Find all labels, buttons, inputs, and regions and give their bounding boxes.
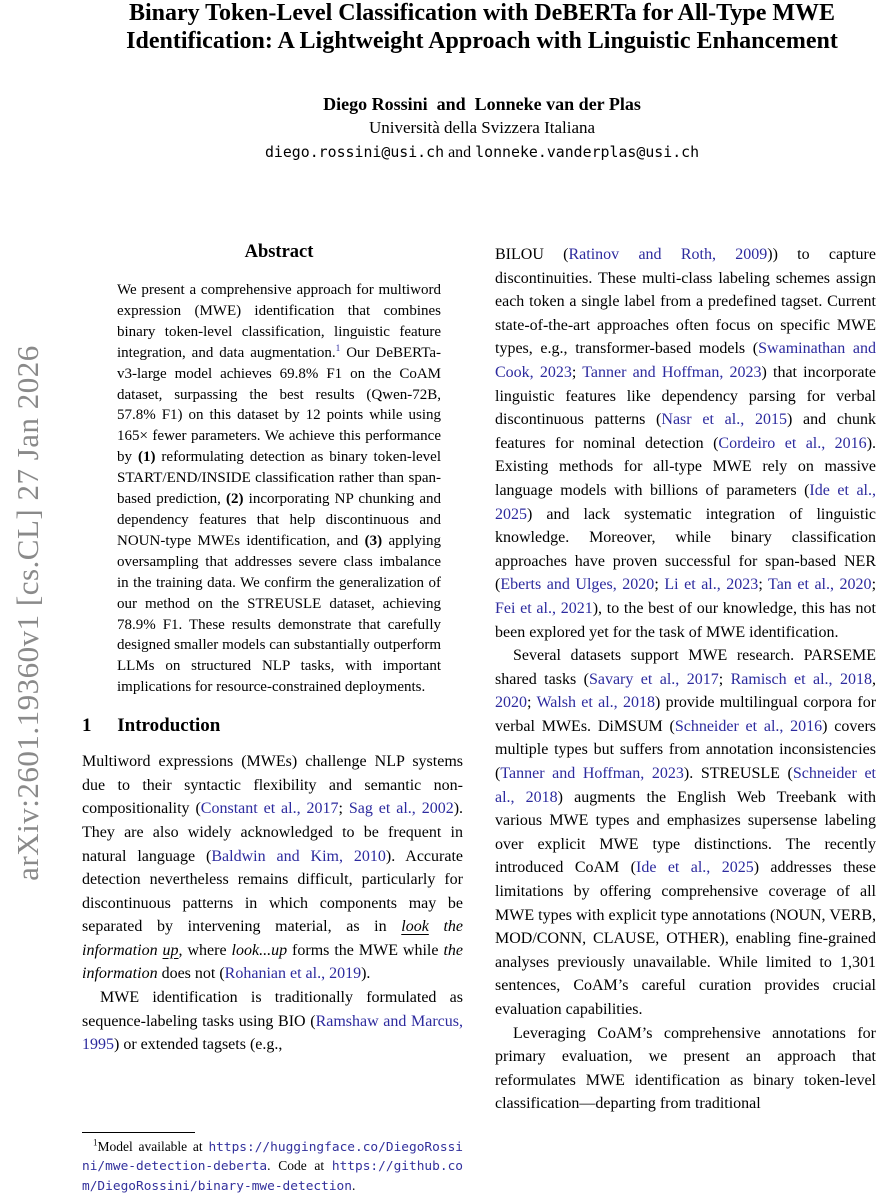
arxiv-banner: arXiv:2601.19360v1 [cs.CL] 27 Jan 2026	[10, 345, 45, 881]
citation-link[interactable]: 2020	[495, 694, 527, 712]
citation-link[interactable]: Eberts and Ulges, 2020	[500, 576, 655, 594]
abstract-heading: Abstract	[244, 242, 314, 262]
citation-link[interactable]: Schneider et al., 2018	[495, 765, 876, 806]
text-segment: ) and chunk features for nominal detection (	[495, 411, 876, 452]
text-segment: .	[351, 1177, 356, 1193]
url-link[interactable]: https://github.com/DiegoRossini/binary-mwe-detection	[82, 1159, 463, 1194]
text-segment: Several datasets support MWE research. PARSEME shared tasks (	[495, 647, 876, 688]
text-segment: ) covers multiple types but suffers from annotation inconsistencies (	[495, 717, 876, 783]
text-segment: )) to capture discontinuities. These multi-class labeling schemes assign each token a single label from a predefined tagset. Current state-of-the-art approaches often focus on specific MWE types, e.g., transformer-based models (	[495, 246, 876, 358]
text-segment: look	[401, 918, 429, 936]
text-segment: ;	[338, 800, 349, 818]
url-link[interactable]: https://huggingface.co/DiegoRossini/mwe-detection-deberta	[82, 1140, 463, 1175]
text-segment: the information	[82, 941, 463, 983]
text-segment: ), to the best of our knowledge, this has not been explored yet for the task of MWE identification.	[495, 599, 876, 641]
citation-link[interactable]: Ramshaw and Marcus, 1995	[82, 1012, 463, 1054]
citation-link[interactable]: Nasr et al., 2015	[661, 411, 787, 429]
text-segment: the information	[82, 918, 463, 959]
citation-link[interactable]: Fei et al., 2021	[495, 599, 593, 617]
text-segment: forms the MWE while	[287, 941, 444, 959]
right-paragraph-3	[495, 1022, 876, 1116]
right-paragraph-1	[495, 243, 876, 644]
right-column	[495, 243, 876, 1116]
text-segment: does not (	[157, 965, 225, 983]
citation-link[interactable]: Li et al., 2023	[664, 576, 759, 594]
intro-paragraph-1	[82, 750, 463, 986]
text-segment: We present a comprehensive approach for multiword expression (MWE) identification that combines binary token-level classification, linguistic feature integration, and data augmentation.	[117, 282, 441, 361]
text-segment: ) and lack systematic integration of linguistic knowledge. Moreover, while binary classification approaches have proven successful for span-based NER (	[495, 505, 876, 594]
text-segment: ) addresses these limitations by offering comprehensive coverage of all MWE types with explicit type annotations (NOUN, VERB, MOD/CONN, CLAUSE, OTHER), enabling fine-grained analyses previously unavailable. While limited to 1,301 sentences, CoAM’s careful curation provides crucial evaluation capabilities.	[495, 859, 876, 1018]
text-segment: ;	[654, 576, 665, 594]
footnote-text	[82, 1138, 463, 1196]
citation-link[interactable]: Tanner and Hoffman, 2023	[582, 363, 762, 381]
text-segment: ;	[527, 694, 537, 712]
text-segment: ) or extended tagsets (e.g.,	[114, 1036, 283, 1054]
text-segment: BILOU (	[495, 246, 569, 263]
text-segment: ;	[758, 576, 769, 594]
affiliation-line: Università della Svizzera Italiana	[368, 118, 596, 137]
section-title: Introduction	[117, 715, 221, 737]
citation-link[interactable]: Constant et al., 2017	[200, 800, 339, 818]
citation-link[interactable]: Baldwin and Kim, 2010	[211, 847, 386, 865]
author-emails-line	[88, 140, 876, 165]
section-heading-introduction	[82, 715, 463, 737]
text-segment: ). STREUSLE (	[683, 765, 793, 783]
left-column	[82, 240, 463, 1057]
text-segment: ;	[571, 363, 583, 381]
text-segment: ).	[361, 965, 371, 983]
text-segment: ) augments the English Web Treebank with various MWE types and emphasizes supersense labeling over explicit MWE type distinctions. The recently introduced CoAM (	[495, 788, 876, 877]
citation-link[interactable]: Schneider et al., 2016	[674, 717, 823, 735]
text-segment: ) that incorporate linguistic features like dependency parsing for verbal discontinuous patterns (	[495, 363, 876, 429]
text-segment: reformulating detection as binary token-level START/END/INSIDE classification rather than span-based prediction,	[117, 449, 442, 508]
text-segment: ) provide multilingual corpora for verbal MWEs. DiMSUM (	[495, 694, 876, 735]
text-segment: MWE identification is traditionally formulated as sequence-labeling tasks using BIO (	[82, 989, 463, 1030]
text-segment: ). Accurate detection nevertheless remains difficult, particularly for discontinuous patterns in which components may be separated by intervening material, as in	[82, 847, 464, 936]
paper-title	[88, 0, 876, 55]
citation-link[interactable]: Tanner and Hoffman, 2023	[500, 765, 684, 783]
text-segment: ,	[872, 670, 876, 688]
text-segment: ). They are also widely acknowledged to be frequent in natural language (	[82, 800, 464, 865]
text-segment: look...up	[231, 941, 288, 959]
title-line-1: Binary Token-Level Classification with DeBERTa for All-Type MWE	[128, 0, 836, 26]
citation-link[interactable]: Ramisch et al., 2018	[730, 670, 872, 688]
citation-link[interactable]: Cordeiro et al., 2016	[718, 434, 867, 452]
citation-link[interactable]: Swaminathan and Cook, 2023	[495, 340, 876, 381]
citation-link[interactable]: Sag et al., 2002	[348, 800, 454, 818]
footnote-rule	[82, 1132, 195, 1133]
text-segment: ;	[871, 576, 876, 594]
authors-line: Diego Rossini and Lonneke van der Plas	[323, 94, 641, 114]
text-segment: applying oversampling that addresses severe class imbalance in the training data. We confirm the generalization of our method on the STREUSLE dataset, achieving 78.9% F1. These results demonstrate that carefully designed smaller models can substantially outperform LLMs on structured NLP tasks, with important implications for resource-constrained deployments.	[117, 532, 441, 696]
title-line-2: Identification: A Lightweight Approach with Linguistic Enhancement	[126, 27, 838, 54]
text-segment: Our DeBERTa-v3-large model achieves 69.8% F1 on the CoAM dataset, surpassing the best results (Qwen-72B, 57.8% F1) on this dataset by 12 points while using 165× fewer parameters. We achieve this performance by	[117, 344, 442, 466]
text-segment: lonneke.vanderplas@usi.ch	[475, 143, 700, 161]
footnote-marker: 1	[93, 1137, 98, 1148]
text-segment: Leveraging CoAM’s comprehensive annotations for primary evaluation, we present an approach that reformulates MWE identification as binary token-level classification—departing from traditional	[495, 1024, 876, 1113]
footnote-marker-link[interactable]: 1	[335, 343, 341, 354]
citation-link[interactable]: Ide et al., 2025	[495, 481, 876, 523]
text-segment: , where	[178, 941, 232, 959]
text-segment: diego.rossini@usi.ch	[264, 143, 445, 161]
text-segment: and	[444, 144, 476, 161]
section-number: 1	[82, 715, 92, 737]
text-segment: Model available at	[97, 1139, 209, 1154]
paper-header	[88, 0, 876, 165]
footnote-block	[82, 1132, 463, 1196]
citation-link[interactable]: Ide et al., 2025	[636, 859, 754, 877]
citation-link[interactable]: Tan et al., 2020	[768, 576, 872, 594]
text-segment: ). Existing methods for all-type MWE rely on massive language models with billions of parameters (	[495, 434, 876, 499]
intro-paragraph-2	[82, 986, 463, 1057]
text-segment: up	[162, 941, 179, 959]
citation-link[interactable]: Savary et al., 2017	[588, 670, 719, 688]
text-segment: (1)	[137, 449, 156, 466]
text-segment: ;	[718, 670, 731, 688]
right-paragraph-2	[495, 644, 876, 1022]
citation-link[interactable]: Walsh et al., 2018	[536, 694, 655, 712]
text-segment: incorporating NP chunking and dependency features that help discontinuous and NOUN-type MWEs identification, and	[117, 491, 441, 549]
text-segment: (2)	[226, 491, 244, 508]
citation-link[interactable]: Rohanian et al., 2019	[224, 965, 362, 983]
text-segment: Multiword expressions (MWEs) challenge NLP systems due to their syntactic flexibility and semantic non-compositionality (	[82, 753, 463, 818]
text-segment: (3)	[364, 532, 383, 549]
abstract-text	[117, 280, 441, 698]
text-segment: . Code at	[267, 1158, 332, 1174]
citation-link[interactable]: Ratinov and Roth, 2009	[568, 246, 768, 263]
